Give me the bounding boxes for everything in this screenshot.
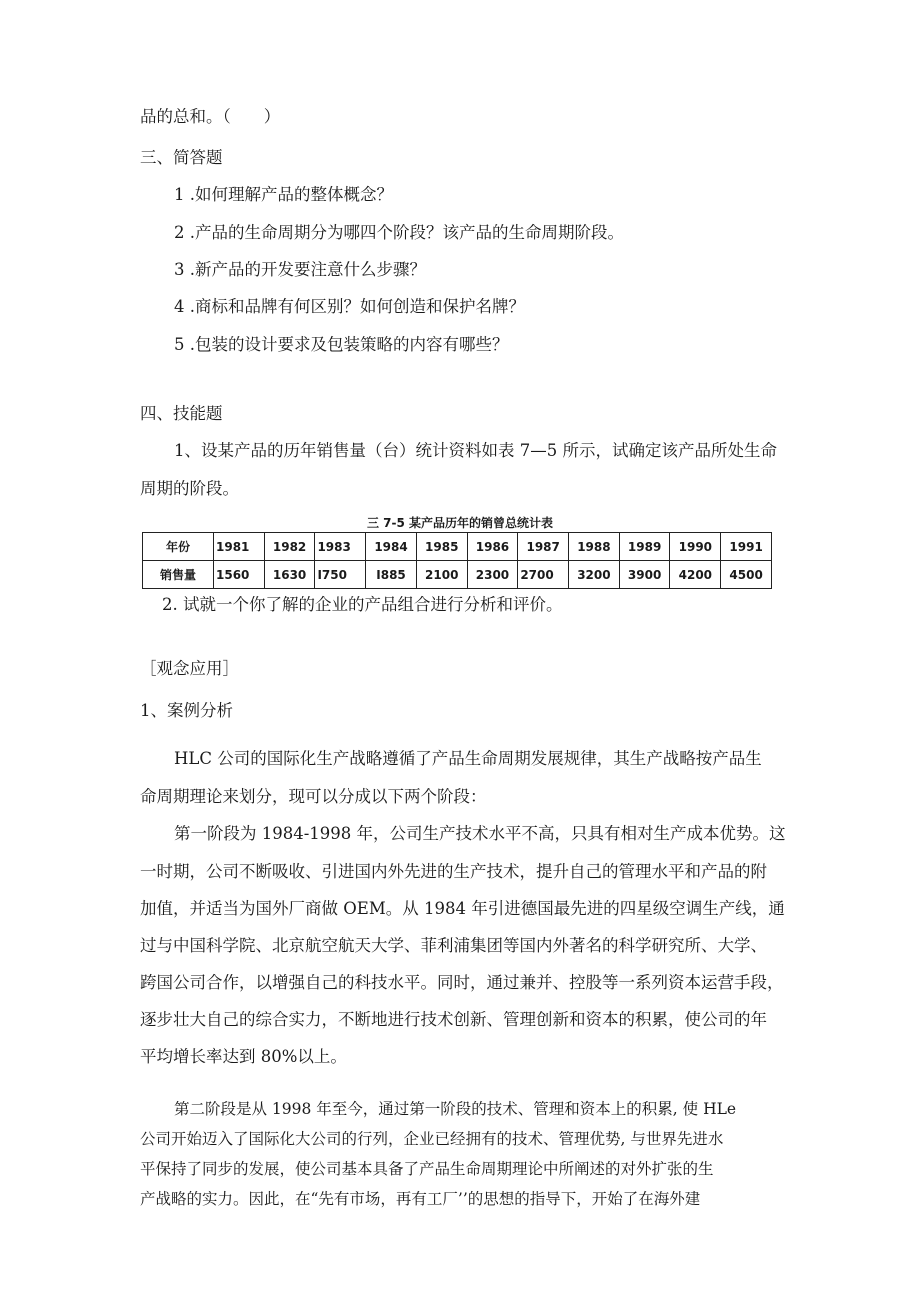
question-2: 2 .产品的生命周期分为哪四个阶段？该产品的生命周期阶段。 (174, 223, 624, 242)
question-1: 1 .如何理解产品的整体概念？ (174, 185, 393, 204)
year-cell: 1985 (416, 533, 467, 561)
year-cell: 1986 (467, 533, 518, 561)
paragraph-2-line-6: 逐步壮大自己的综合实力，不断地进行技术创新、管理创新和资本的积累，使公司的年 (140, 1010, 767, 1029)
section-heading-short-answer: 三、简答题 (140, 148, 223, 167)
paragraph-1-line-2: 命周期理论来划分，现可以分成以下两个阶段： (140, 787, 487, 806)
section-heading-skills: 四、技能题 (140, 404, 223, 423)
paragraph-3-line-1: 第二阶段是从 1998 年至今，通过第一阶段的技术、管理和资本上的积累, 使 HLe (174, 1100, 737, 1118)
year-cell: 1982 (264, 533, 315, 561)
paragraph-2-line-3: 加值，并适当为国外厂商做 OEM。从 1984 年引进德国最先进的四星级空调生产线，通 (140, 899, 785, 918)
year-cell: 1989 (619, 533, 670, 561)
year-cell: 1983 (315, 533, 366, 561)
table-header-cell: 年份 (143, 533, 214, 561)
paragraph-2-line-2: 一时期，公司不断吸收、引进国内外先进的生产技术，提升自己的管理水平和产品的附 (140, 862, 767, 881)
case-analysis-heading: 1、案例分析 (140, 701, 233, 720)
skill-question-2: 2. 试就一个你了解的企业的产品组合进行分析和评价。 (162, 595, 563, 614)
sales-cell: 3200 (569, 561, 620, 589)
paragraph-3-line-3: 平保持了同步的发展，使公司基本具备了产品生命周期理论中所阐述的对外扩张的生 (140, 1160, 714, 1178)
table-row-sales (143, 561, 772, 589)
year-cell: 1988 (569, 533, 620, 561)
paragraph-2-line-7: 平均增长率达到 80%以上。 (140, 1047, 347, 1066)
sales-cell: 2300 (467, 561, 518, 589)
year-cell: 1991 (721, 533, 772, 561)
question-5: 5 .包装的设计要求及包装策略的内容有哪些？ (174, 335, 509, 354)
year-cell: 1990 (670, 533, 721, 561)
sales-cell: 1560 (214, 561, 265, 589)
paragraph-2-line-4: 过与中国科学院、北京航空航天大学、菲利浦集团等国内外著名的科学研究所、大学、 (140, 936, 767, 955)
question-4: 4 .商标和品牌有何区别？如何创造和保护名牌？ (174, 297, 525, 316)
text-line: 品的总和。（ ） (140, 107, 281, 126)
section-heading-concept-application: ［观念应用］ (140, 659, 239, 678)
sales-cell: 4500 (721, 561, 772, 589)
table-row-years (143, 533, 772, 561)
table-caption: 三 7-5 某产品历年的销曾总统计表 (366, 516, 554, 530)
sales-cell: 2700 (518, 561, 569, 589)
sales-cell: 3900 (619, 561, 670, 589)
sales-cell: I885 (366, 561, 417, 589)
paragraph-3-line-4: 产战略的实力。因此，在“先有市场，再有工厂’’的思想的指导下，开始了在海外建 (140, 1190, 701, 1208)
paragraph-2-line-5: 跨国公司合作，以增强自己的科技水平。同时，通过兼并、控股等一系列资本运营手段， (140, 973, 784, 992)
sales-table (142, 532, 772, 589)
table-row-label: 销售量 (143, 561, 214, 589)
paragraph-3-line-2: 公司开始迈入了国际化大公司的行列，企业已经拥有的技术、管理优势, 与世界先进水 (140, 1130, 724, 1148)
year-cell: 1981 (214, 533, 265, 561)
year-cell: 1987 (518, 533, 569, 561)
year-cell: 1984 (366, 533, 417, 561)
sales-cell: 2100 (416, 561, 467, 589)
sales-cell: I750 (315, 561, 366, 589)
paragraph-2-line-1: 第一阶段为 1984-1998 年，公司生产技术水平不高，只具有相对生产成本优势。这 (174, 824, 786, 843)
skill-question-1-line-1: 1、设某产品的历年销售量（台）统计资料如表 7—5 所示，试确定该产品所处生命 (174, 441, 777, 460)
skill-question-1-line-2: 周期的阶段。 (140, 479, 239, 498)
sales-cell: 1630 (264, 561, 315, 589)
sales-cell: 4200 (670, 561, 721, 589)
paragraph-1-line-1: HLC 公司的国际化生产战略遵循了产品生命周期发展规律，其生产战略按产品生 (174, 749, 762, 768)
question-3: 3 .新产品的开发要注意什么步骤？ (174, 260, 426, 279)
